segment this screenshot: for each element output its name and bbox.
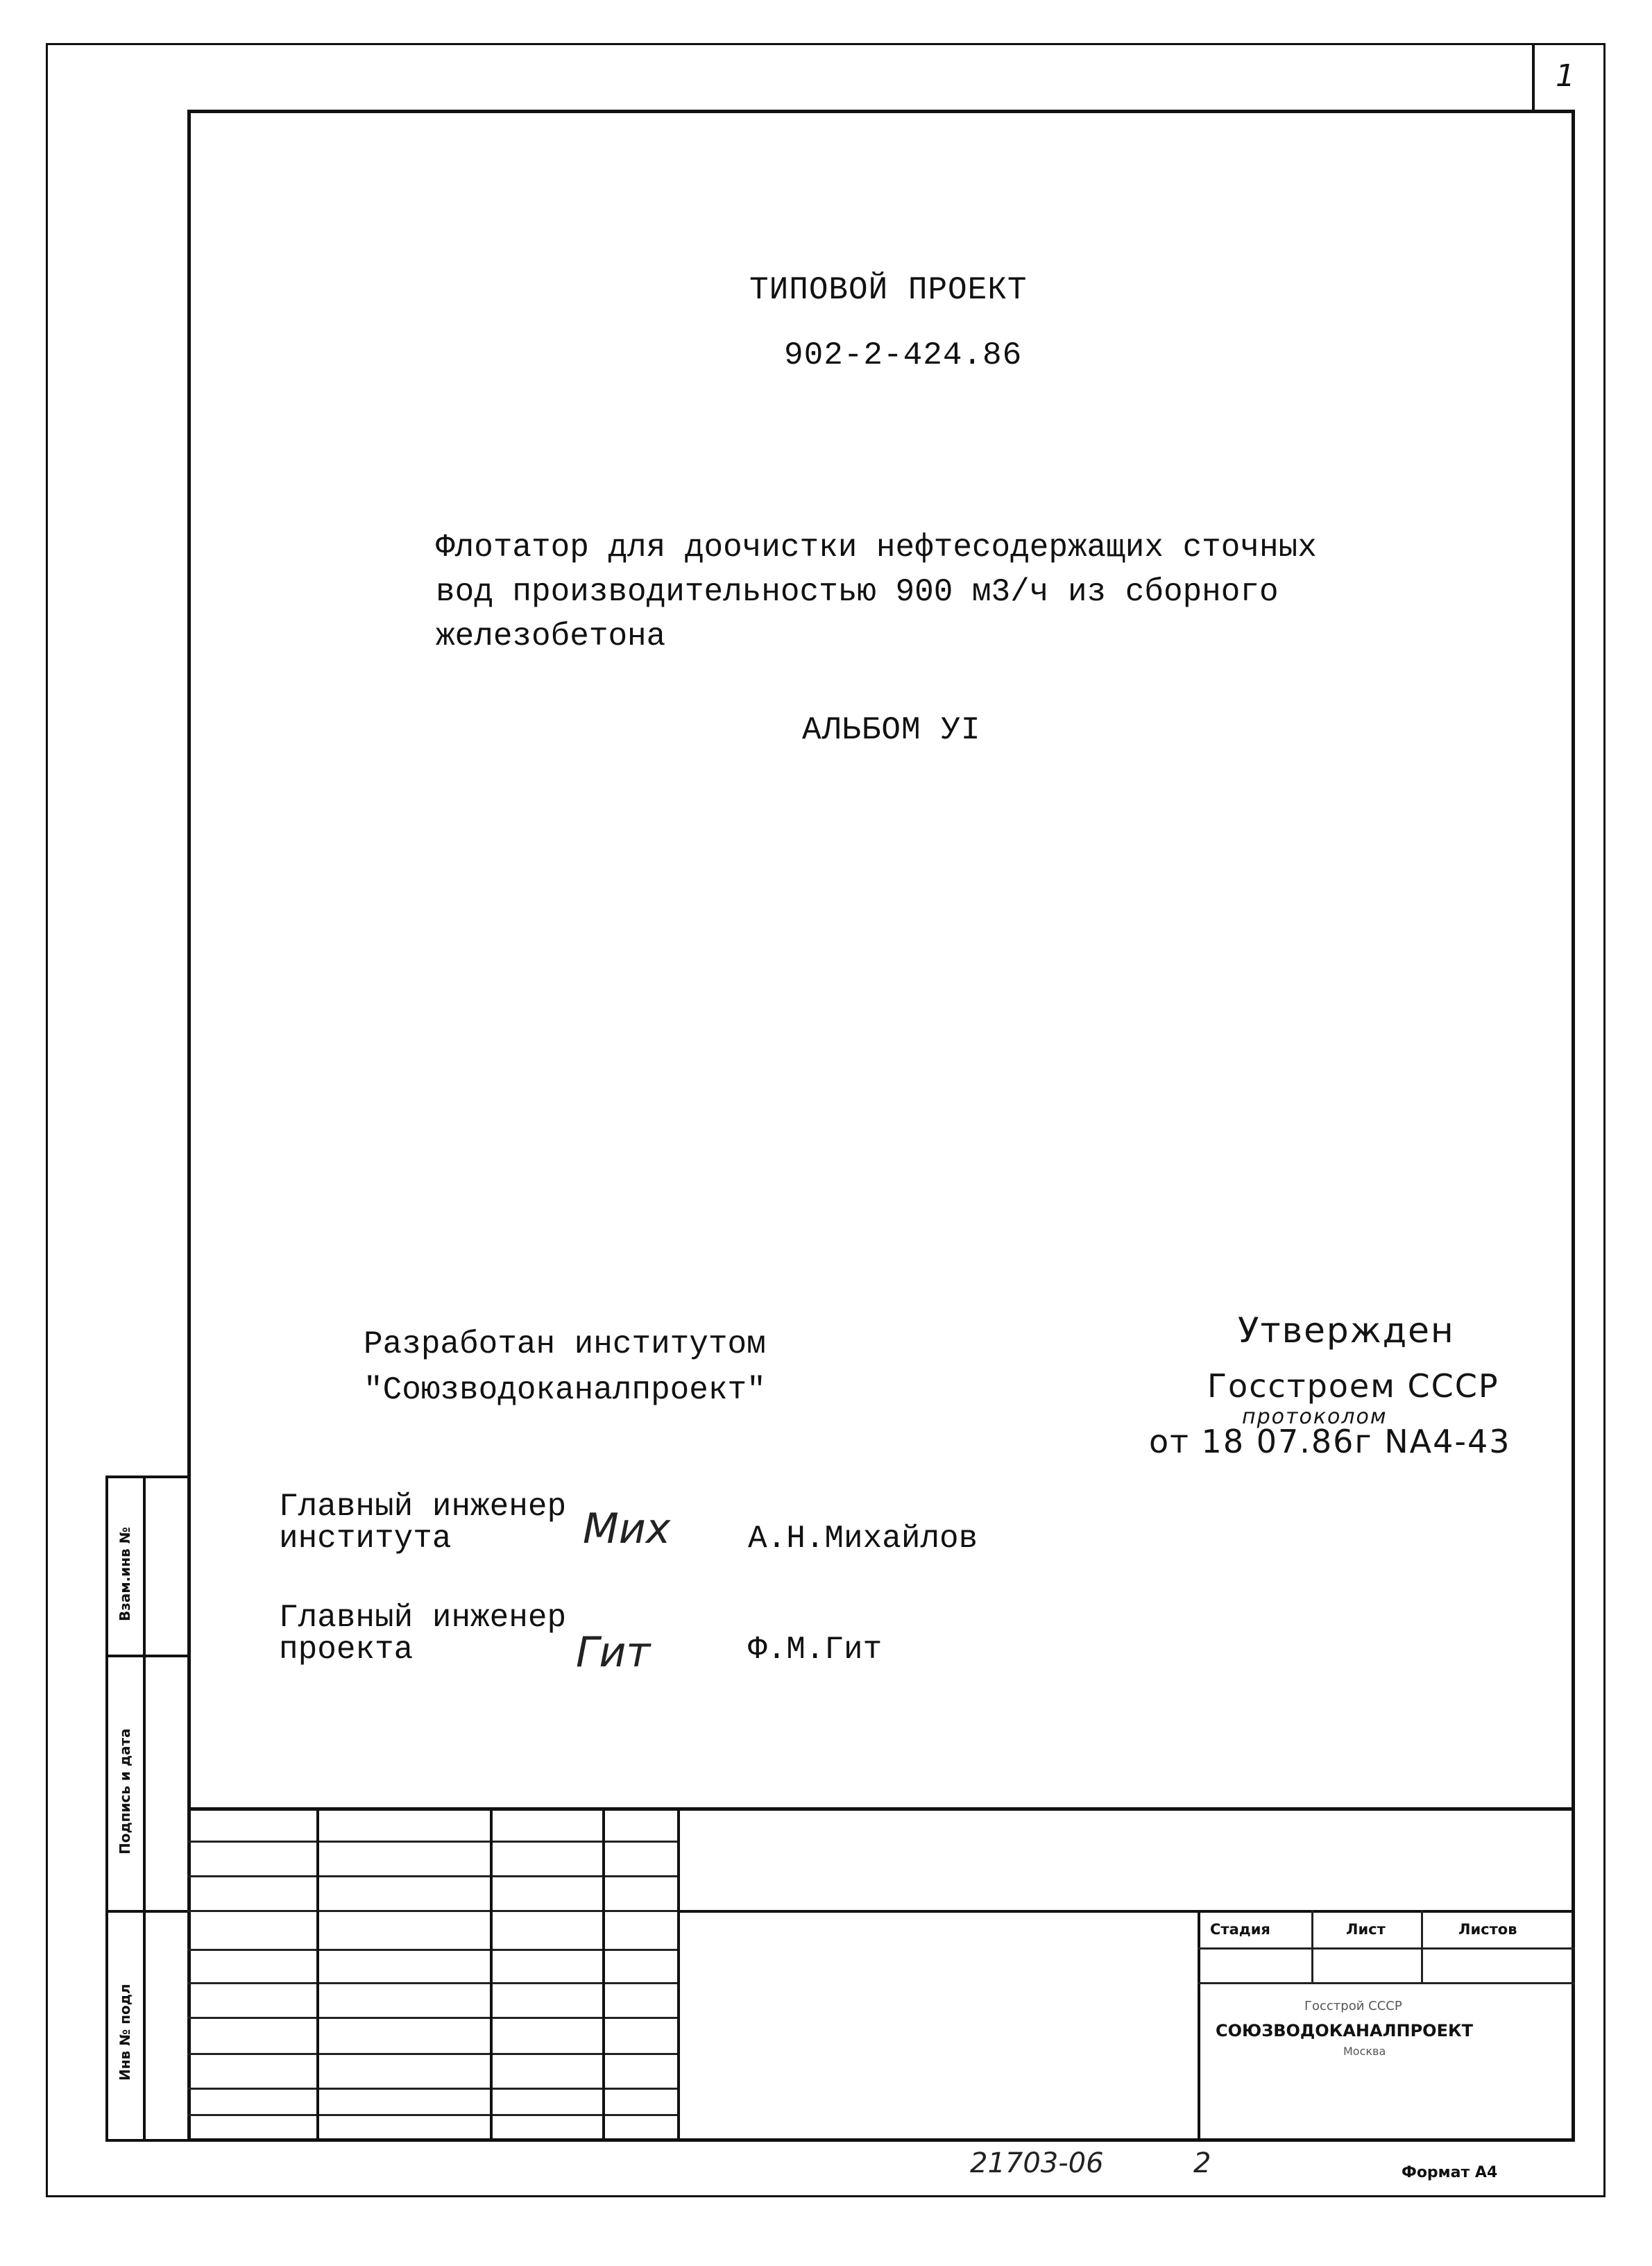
side-stamp-vzam: Взам.инв № [117,1527,133,1621]
album-label: АЛЬБОМ УI [802,712,981,748]
org-line-2: СОЮЗВОДОКАНАЛПРОЕКТ [1216,2021,1473,2040]
description-line-1: Флотатор для доочистки нефтесодержащих сточных [436,530,1317,566]
description-line-3: железобетона [436,618,666,654]
org-line-3: Москва [1343,2045,1386,2058]
description-line-2: вод производительностью 900 м3/ч из сборного [436,574,1279,610]
title-block-top [187,1807,1575,1811]
developer-line-1: Разработан институтом [364,1326,766,1362]
chief-institute-label-1: Главный инженер [279,1489,567,1525]
grid-row-4 [187,1949,680,1951]
side-stamp-row-1 [105,1655,190,1657]
grid-row-5 [187,1982,680,1984]
grid-row-1 [187,1841,680,1843]
approval-line-3: протоколом [1242,1405,1388,1429]
stage-row-2 [1198,1982,1575,1984]
project-title: ТИПОВОЙ ПРОЕКТ [749,272,1028,308]
grid-col-2 [490,1807,493,2142]
corner-number: 1 [1556,58,1575,94]
grid-col-1 [316,1807,319,2142]
grid-row-2 [187,1875,680,1877]
corner-box-left [1532,43,1535,112]
grid-row-9 [187,2114,680,2116]
side-stamp-divider [143,1476,146,2142]
chief-institute-signature: Мих [583,1505,671,1553]
chief-institute-label-2: института [279,1521,452,1557]
project-code: 902-2-424.86 [784,337,1023,373]
stage-col-2 [1421,1910,1423,1982]
inner-frame [187,110,1575,2142]
chief-institute-name: А.Н.Михайлов [748,1521,978,1557]
stage-block-left [1198,1910,1200,2142]
approval-line-2: Госстроем СССР [1207,1367,1499,1405]
doc-number: 21703-06 [970,2147,1104,2179]
chief-project-label-2: проекта [279,1632,414,1668]
title-block-mid [677,1910,1575,1913]
side-stamp-podpis: Подпись и дата [117,1728,133,1854]
side-stamp-inv: Инв № подл [117,1984,133,2081]
sheets-label: Листов [1458,1921,1517,1938]
sheet-label: Лист [1346,1921,1386,1938]
page-number: 2 [1193,2147,1211,2179]
stage-row-1 [1198,1947,1575,1950]
grid-col-4 [677,1807,680,2142]
approval-line-4: от 18 07.86г NА4-43 [1149,1423,1511,1460]
chief-project-name: Ф.М.Гит [748,1632,883,1668]
format-label: Формат А4 [1402,2164,1498,2181]
chief-project-label-1: Главный инженер [279,1600,567,1636]
developer-line-2: "Союзводоканалпроект" [364,1372,766,1408]
org-line-1: Госстрой СССР [1304,1999,1402,2013]
grid-row-6 [187,2017,680,2019]
approval-line-1: Утвержден [1238,1310,1455,1351]
chief-project-signature: Гит [576,1628,651,1677]
grid-col-3 [602,1807,605,2142]
grid-row-7 [187,2053,680,2055]
stage-label: Стадия [1210,1921,1270,1938]
grid-row-3 [187,1910,680,1912]
stage-col-1 [1311,1910,1313,1982]
side-stamp-row-2 [105,1910,190,1913]
grid-row-8 [187,2088,680,2090]
